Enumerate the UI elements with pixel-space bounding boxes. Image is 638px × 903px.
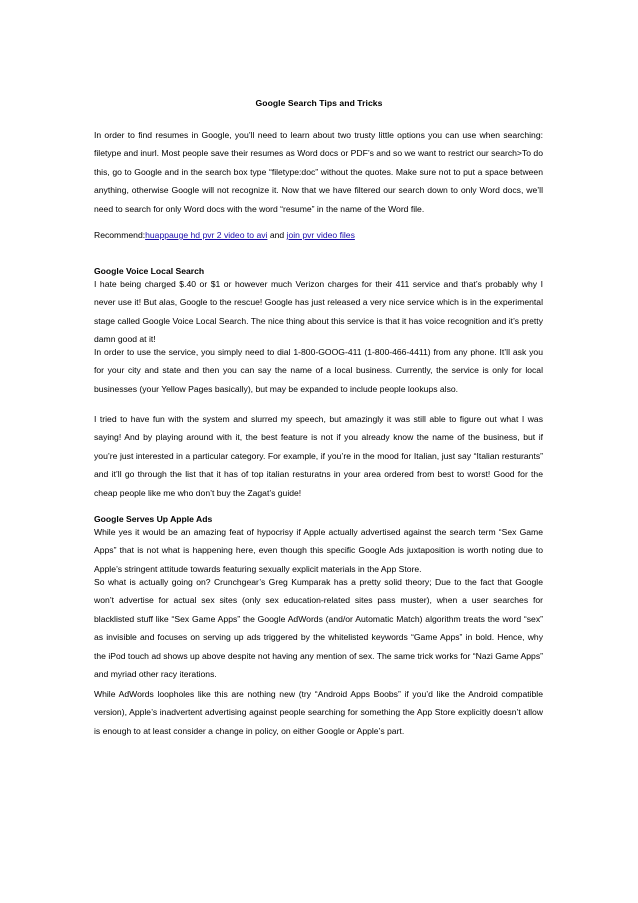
section-apple-paragraph-3 — [94, 685, 543, 740]
intro-paragraph: In order to find resumes in Google, you’ll need to learn about two trusty little options you can use when searching: filetype and inurl. Most people save their resumes as Word docs or PDF’s and so we want to restrict our search>To do this, go to Google and in the search box type “filetype:doc” without the quotes. Make sure not to put a space between anything, otherwise Google will not recognize it. Now that we have filtered our search down to only Word docs, we’ll need to search for only Word docs with the word “resume” in the name of the Word file. — [94, 130, 543, 214]
recommend-link-1[interactable]: huappauge hd pvr 2 video to avi — [145, 230, 268, 240]
section-paragraph: So what is actually going on? Crunchgear’s Greg Kumparak has a pretty solid theory; Due to the fact that Google won’t advertise for actual sex sites (only sex education-related sites pass muster), when a user searches for blacklisted stuff like “Sex Game Apps” the Google AdWords (and/or Automatic Match) algorithm treats the word “sex” as invisible and focuses on serving up ads triggered by the whitelisted keywords “Game Apps” in bold. Hence, why the iPod touch ad shows up above despite not having any mention of sex. The same trick works for “Nazi Game Apps” and myriad other racy iterations. — [94, 577, 543, 680]
section-voice-paragraph-3 — [94, 410, 543, 502]
document-title: Google Search Tips and Tricks — [255, 98, 383, 108]
section-heading: Google Serves Up Apple Ads — [94, 514, 213, 524]
recommend-text — [94, 229, 543, 241]
section-paragraph: I tried to have fun with the system and slurred my speech, but amazingly it was still able to figure out what I was saying! And by playing around with it, the best feature is not if you already know the name of the business, but if you’re just interested in a particular category. For example, if you’re in the mood for Italian, just say “Italian resturants” and it’ll go through the list that it has of top italian resturatns in your area ordered from best to worst! Good for the cheap people like me who don’t buy the Zagat’s guide! — [94, 414, 543, 498]
section-apple-paragraph-2 — [94, 573, 543, 683]
recommend-label: Recommend: — [94, 230, 146, 240]
recommend-and: and — [267, 230, 287, 240]
section-voice-paragraph-2 — [94, 343, 543, 398]
section-apple-ads — [94, 513, 543, 578]
section-paragraph: While yes it would be an amazing feat of hypocrisy if Apple actually advertised against the search term “Sex Game Apps” that is not what is happening here, even though this specific Google Ads juxtaposition is worth noting due to Apple’s stringent attitude towards featuring sexually explicit materials in the App Store. — [94, 527, 543, 574]
recommend-link-2[interactable]: join pvr video files — [286, 230, 355, 240]
recommend-line — [94, 229, 543, 241]
section-paragraph: While AdWords loopholes like this are nothing new (try “Android Apps Boobs” if you’d like the Android compatible version), Apple’s inadvertent advertising against people searching for something the App Store explicitly doesn’t allow is enough to at least consider a change in policy, on either Google or Apple’s part. — [94, 689, 543, 736]
intro-block — [94, 126, 543, 218]
section-voice-local-search — [94, 265, 543, 349]
section-paragraph: In order to use the service, you simply need to dial 1-800-GOOG-411 (1-800-466-4411) from any phone. It’ll ask you for your city and state and then you can say the name of a local business. Currently, the service is only for local businesses (your Yellow Pages basically), but may be expanded to include people lookups also. — [94, 347, 543, 394]
section-paragraph: I hate being charged $.40 or $1 or however much Verizon charges for their 411 service and that’s probably why I never use it! But alas, Google to the rescue! Google has just released a very nice service which is in the experimental stage called Google Voice Local Search. The nice thing about this service is that it has voice recognition and it’s pretty damn good at it! — [94, 279, 543, 345]
section-heading: Google Voice Local Search — [94, 266, 205, 276]
